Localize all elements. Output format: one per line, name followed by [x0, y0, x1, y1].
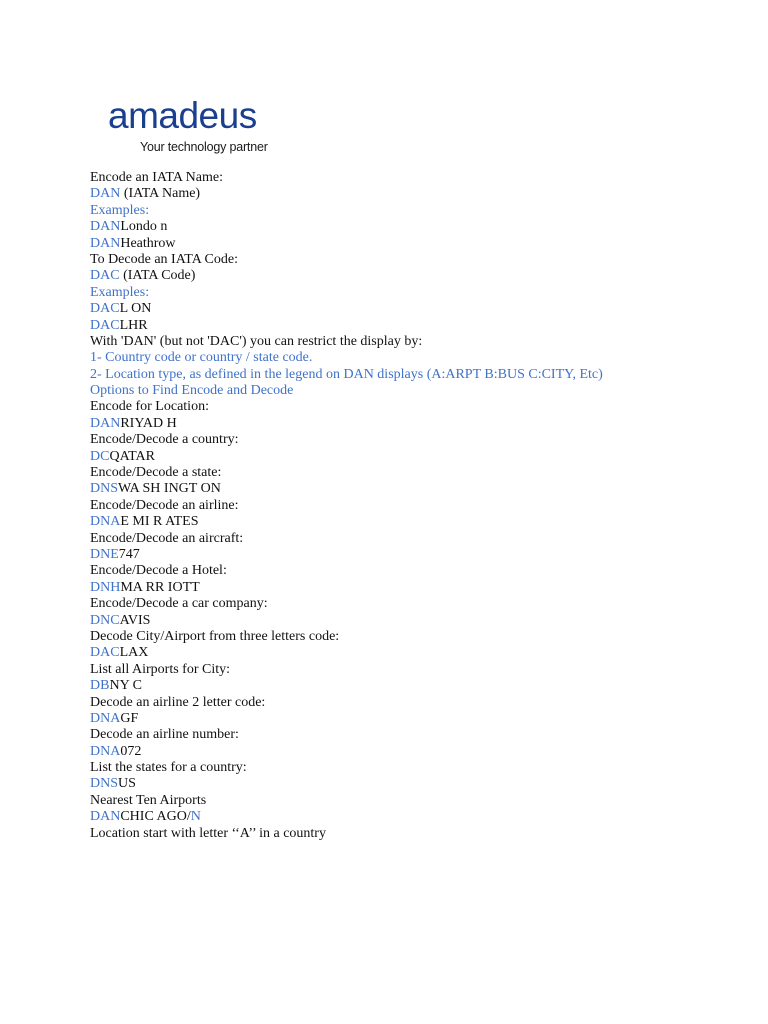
command-code: DNC: [90, 612, 120, 628]
note-text: Options to Find Encode and Decode: [90, 383, 294, 399]
command-example-line: [90, 613, 750, 629]
instruction-line: [90, 596, 750, 612]
command-argument: LHR: [119, 317, 148, 333]
command-example-line: [90, 236, 750, 252]
command-code: DNE: [90, 546, 119, 562]
command-code: DNH: [90, 579, 121, 595]
command-code: DNA: [90, 710, 121, 726]
instruction-line: [90, 826, 750, 842]
command-argument: 072: [120, 743, 142, 759]
instruction-text: Encode/Decode a state:: [90, 465, 222, 481]
instruction-text: To Decode an IATA Code:: [90, 251, 238, 267]
command-code: DNA: [90, 743, 121, 759]
command-code: DAN: [90, 219, 121, 235]
note-text: Examples:: [90, 284, 150, 300]
instruction-text: Location start with letter ‘‘A’’ in a country: [90, 825, 326, 841]
note-line: [90, 350, 750, 366]
instruction-line: [90, 793, 750, 809]
command-code: DAN: [90, 186, 121, 202]
instruction-text: Decode an airline number:: [90, 727, 239, 743]
command-example-line: [90, 678, 750, 694]
instruction-line: [90, 662, 750, 678]
amadeus-logo: [90, 92, 280, 166]
command-argument: LAX: [119, 645, 149, 661]
instruction-line: [90, 252, 750, 268]
command-argument: L ON: [119, 301, 152, 317]
command-example-line: [90, 416, 750, 432]
instruction-text: List all Airports for City:: [90, 661, 230, 677]
command-option: N: [190, 809, 201, 825]
command-example-line: [90, 301, 750, 317]
command-code: DAC: [90, 645, 120, 661]
command-code: DAN: [90, 415, 121, 431]
command-code: DAN: [90, 235, 121, 251]
note-line: [90, 203, 750, 219]
command-argument: (IATA Code): [119, 268, 196, 284]
command-argument: RIYAD H: [120, 415, 177, 431]
command-example-line: [90, 219, 750, 235]
command-argument: E MI R ATES: [120, 514, 199, 530]
command-code: DNA: [90, 514, 121, 530]
instruction-text: Encode/Decode an aircraft:: [90, 530, 244, 546]
command-argument: GF: [120, 710, 139, 726]
command-code: DNS: [90, 481, 119, 497]
command-example-line: [90, 547, 750, 563]
logo-wordmark: amadeus: [108, 95, 257, 136]
instruction-line: [90, 334, 750, 350]
instruction-line: [90, 399, 750, 415]
instruction-line: [90, 170, 750, 186]
command-example-line: [90, 711, 750, 727]
instruction-text: Nearest Ten Airports: [90, 792, 207, 808]
instruction-text: List the states for a country:: [90, 760, 247, 776]
command-argument: WA SH INGT ON: [118, 481, 221, 497]
note-line: [90, 285, 750, 301]
command-example-line: [90, 186, 750, 202]
command-example-line: [90, 809, 750, 825]
command-example-line: [90, 481, 750, 497]
instruction-text: Encode/Decode a car company:: [90, 596, 268, 612]
instruction-text: Encode for Location:: [90, 399, 209, 415]
instruction-text: Decode City/Airport from three letters code:: [90, 628, 340, 644]
command-code: DC: [90, 448, 110, 464]
instruction-line: [90, 498, 750, 514]
command-argument: AVIS: [119, 612, 151, 628]
command-example-line: [90, 449, 750, 465]
note-line: [90, 367, 750, 383]
command-example-line: [90, 580, 750, 596]
command-reference: [90, 170, 750, 842]
command-argument: MA RR IOTT: [120, 579, 200, 595]
command-example-line: [90, 514, 750, 530]
instruction-text: Encode/Decode a country:: [90, 432, 239, 448]
command-example-line: [90, 776, 750, 792]
instruction-text: Decode an airline 2 letter code:: [90, 694, 266, 710]
instruction-line: [90, 695, 750, 711]
instruction-line: [90, 629, 750, 645]
command-argument: US: [118, 776, 136, 792]
command-code: DAC: [90, 301, 120, 317]
command-argument: Heathrow: [120, 235, 176, 251]
command-example-line: [90, 744, 750, 760]
command-code: DAC: [90, 317, 120, 333]
logo-tagline: Your technology partner: [140, 140, 268, 154]
command-code: DNS: [90, 776, 119, 792]
command-code: DAN: [90, 809, 121, 825]
instruction-line: [90, 531, 750, 547]
command-argument: NY C: [109, 678, 142, 694]
command-argument: (IATA Name): [120, 186, 201, 202]
command-argument: QATAR: [109, 448, 156, 464]
command-argument: 747: [118, 546, 140, 562]
instruction-line: [90, 727, 750, 743]
instruction-text: Encode/Decode an airline:: [90, 497, 239, 513]
command-example-line: [90, 645, 750, 661]
instruction-line: [90, 432, 750, 448]
command-example-line: [90, 318, 750, 334]
command-code: DB: [90, 678, 110, 694]
instruction-text: Encode/Decode a Hotel:: [90, 563, 227, 579]
note-text: 2- Location type, as defined in the legend on DAN displays (A:ARPT B:BUS C:CITY, Etc): [90, 366, 603, 382]
instruction-line: [90, 760, 750, 776]
command-example-line: [90, 268, 750, 284]
instruction-line: [90, 563, 750, 579]
instruction-line: [90, 465, 750, 481]
note-text: 1- Country code or country / state code.: [90, 350, 313, 366]
note-text: Examples:: [90, 202, 150, 218]
note-line: [90, 383, 750, 399]
command-argument: CHIC AGO/: [120, 809, 191, 825]
command-code: DAC: [90, 268, 120, 284]
command-argument: Londo n: [120, 219, 168, 235]
instruction-text: With 'DAN' (but not 'DAC') you can restrict the display by:: [90, 333, 423, 349]
instruction-text: Encode an IATA Name:: [90, 170, 223, 185]
